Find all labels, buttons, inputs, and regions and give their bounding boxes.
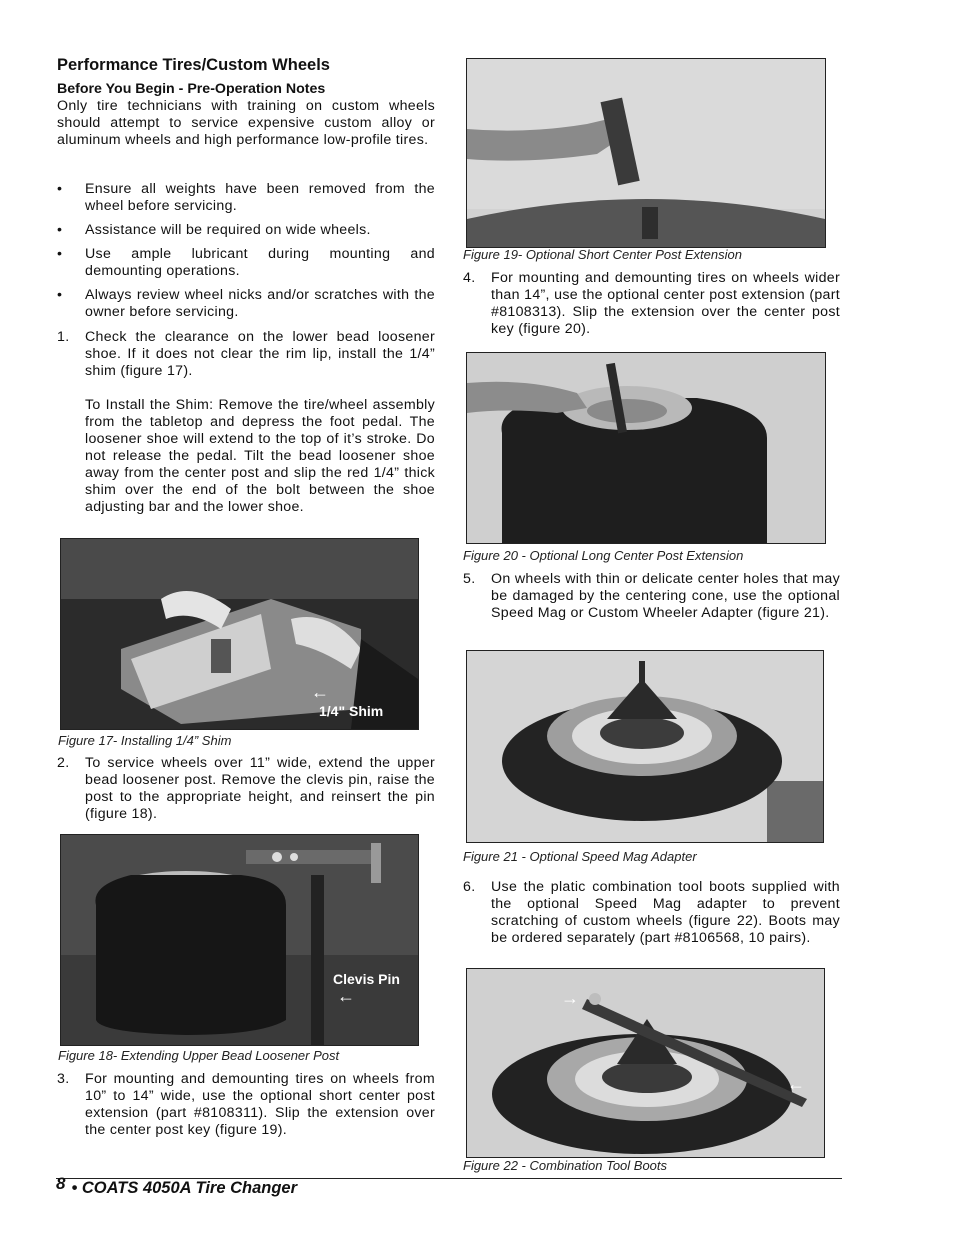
- step-1: [57, 329, 435, 516]
- figure-21-photo: [466, 650, 824, 843]
- bullet-marker: •: [57, 181, 63, 197]
- figure-18-caption: Figure 18- Extending Upper Bead Loosener Post: [58, 1048, 340, 1063]
- step-number: 6.: [463, 879, 476, 895]
- step-text: To service wheels over 11” wide, extend the upper bead loosener post. Remove the clevis pin, raise the post to the appropriate height, and reinsert the pin (figure 18).: [85, 755, 435, 822]
- step-text: For mounting and demounting tires on wheels wider than 14”, use the optional center post extension (part #8108313). Slip the extension over the center post key (figure 20).: [491, 270, 840, 337]
- step-number: 1.: [57, 329, 70, 345]
- bullet-marker: •: [57, 246, 63, 262]
- step-text: Use the platic combination tool boots supplied with the optional Speed Mag adapter to prevent scratching of custom wheels (figure 22). Boots may be ordered separately (part #8106568, 10 pairs).: [491, 879, 840, 946]
- figure-19-photo: [466, 58, 826, 248]
- step-3: [57, 1071, 435, 1139]
- bullet-item: [57, 181, 435, 215]
- figure-18-label: Clevis Pin: [333, 971, 400, 987]
- bullet-item: [57, 222, 435, 239]
- figure-17-caption: Figure 17- Installing 1/4” Shim: [58, 733, 232, 748]
- figure-18-photo: [60, 834, 419, 1046]
- page-number: 8: [56, 1174, 66, 1193]
- figure-22-photo: [466, 968, 825, 1158]
- bullet-text: Always review wheel nicks and/or scratches with the owner before servicing.: [85, 287, 435, 320]
- footer: [56, 1174, 298, 1198]
- intro-paragraph: Only tire technicians with training on custom wheels should attempt to service expensive custom alloy or aluminum wheels and high performance low-profile tires.: [57, 98, 435, 148]
- step-5: [463, 571, 840, 622]
- bullet-marker: •: [57, 287, 63, 303]
- arrow-left-icon: ←: [337, 986, 355, 1006]
- bullet-item: [57, 287, 435, 321]
- subsection-title: Before You Begin - Pre-Operation Notes: [57, 81, 326, 97]
- arrow-left-icon: ←: [311, 682, 329, 702]
- bullet-text: Assistance will be required on wide wheels.: [85, 222, 371, 238]
- step-text: On wheels with thin or delicate center holes that may be damaged by the centering cone, use the optional Speed Mag or Custom Wheeler Adapter (figure 21).: [491, 571, 840, 621]
- step-text: For mounting and demounting tires on wheels from 10” to 14” wide, use the optional short center post extension (part #8108311). Slip the extension over the center post key (figure 19).: [85, 1071, 435, 1138]
- step-6: [463, 879, 840, 947]
- figure-19-caption: Figure 19- Optional Short Center Post Extension: [463, 247, 742, 262]
- figure-21-caption: Figure 21 - Optional Speed Mag Adapter: [463, 849, 697, 864]
- bullet-marker: •: [57, 222, 63, 238]
- step-number: 4.: [463, 270, 476, 286]
- step-number: 3.: [57, 1071, 70, 1087]
- step-extra-text: To Install the Shim: Remove the tire/wheel assembly from the tabletop and depress the foot pedal. The loosener shoe will extend to the top of it’s stroke. Do not release the pedal. Tilt the bead loosener shoe away from the center post and slip the red 1/4” thick shim over the end of the bolt between the shoe adjusting bar and the lower shoe.: [85, 397, 435, 515]
- step-4: [463, 270, 840, 338]
- bullet-item: [57, 246, 435, 280]
- arrow-right-icon: →: [561, 988, 579, 1008]
- footer-title: • COATS 4050A Tire Changer: [71, 1179, 298, 1197]
- step-text: Check the clearance on the lower bead loosener shoe. If it does not clear the rim lip, install the 1/4” shim (figure 17).: [85, 329, 435, 379]
- bullet-text: Ensure all weights have been removed from the wheel before servicing.: [85, 181, 435, 214]
- arrow-left-icon: ←: [787, 1074, 805, 1094]
- figure-20-photo: [466, 352, 826, 544]
- figure-22-caption: Figure 22 - Combination Tool Boots: [463, 1158, 668, 1173]
- figure-17-label: 1/4" Shim: [319, 703, 384, 719]
- step-2: [57, 755, 435, 823]
- figure-17-photo: [60, 538, 419, 730]
- step-number: 5.: [463, 571, 476, 587]
- bullet-text: Use ample lubricant during mounting and demounting operations.: [85, 246, 435, 279]
- step-number: 2.: [57, 755, 70, 771]
- section-title: Performance Tires/Custom Wheels: [57, 56, 330, 74]
- figure-20-caption: Figure 20 - Optional Long Center Post Extension: [463, 548, 744, 563]
